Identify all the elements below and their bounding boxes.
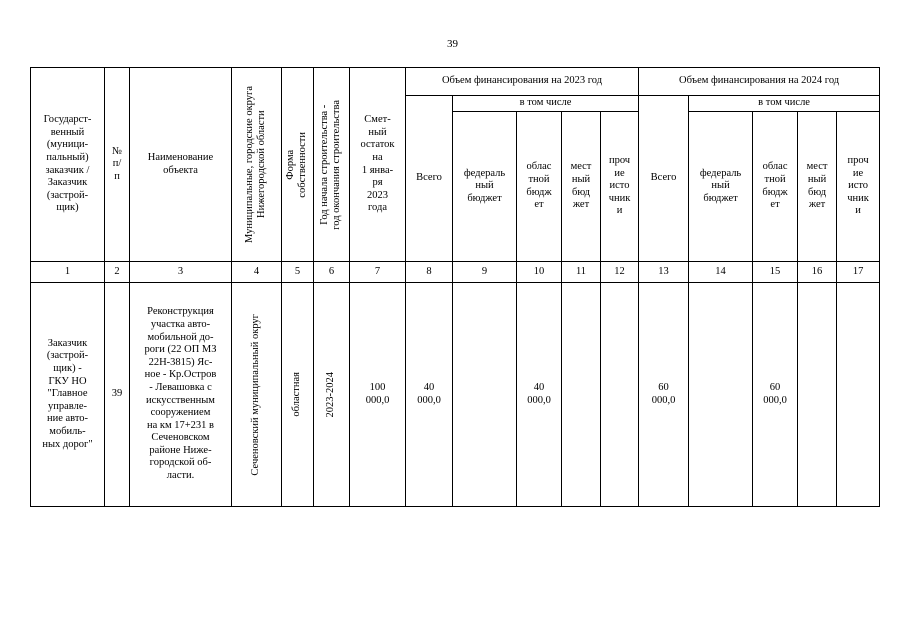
col-num-6: 6 [314, 262, 350, 283]
cell-total-2024: 60 000,0 [639, 283, 689, 507]
header-regional-2023: облас тной бюдж ет [517, 112, 562, 262]
header-regional-2024: облас тной бюдж ет [753, 112, 798, 262]
header-total-2024: Всего [639, 96, 689, 262]
header-district [232, 68, 282, 262]
col-num-5: 5 [282, 262, 314, 283]
col-num-14: 14 [689, 262, 753, 283]
header-num: № п/ п [105, 68, 130, 262]
col-num-11: 11 [562, 262, 601, 283]
header-other-2024: проч ие исто чник и [837, 112, 880, 262]
cell-local-2024 [798, 283, 837, 507]
col-num-15: 15 [753, 262, 798, 283]
cell-regional-2023: 40 000,0 [517, 283, 562, 507]
cell-customer: Заказчик (застрой- щик) - ГКУ НО "Главное управле- ние авто- мобиль- ных дорог" [31, 283, 105, 507]
col-num-12: 12 [601, 262, 639, 283]
header-customer: Государст- венный (муници- пальный) заказчик / Заказчик (застрой- щик) [31, 68, 105, 262]
cell-object-name: Реконструкция участка авто- мобильной до- роги (22 ОП МЗ 22Н-3815) Яс- ное - Кр.Остров - Левашовка с искусственным сооружением на км 17+231 в Сеченовском районе Ниже- городской об- ласти. [130, 283, 232, 507]
col-num-17: 17 [837, 262, 880, 283]
header-district-text: Муниципальные, городские округа Нижегородской области [244, 86, 268, 243]
header-local-2023: мест ный бюд жет [562, 112, 601, 262]
col-num-8: 8 [406, 262, 453, 283]
cell-local-2023 [562, 283, 601, 507]
cell-other-2024 [837, 283, 880, 507]
header-federal-2023: федераль ный бюджет [453, 112, 517, 262]
cell-other-2023 [601, 283, 639, 507]
col-num-1: 1 [31, 262, 105, 283]
header-including-2023: в том числе [453, 96, 639, 112]
header-including-2024: в том числе [689, 96, 880, 112]
header-other-2023: проч ие исто чник и [601, 112, 639, 262]
header-fin-2024: Объем финансирования на 2024 год [639, 68, 880, 96]
cell-num: 39 [105, 283, 130, 507]
header-years [314, 68, 350, 262]
cell-ownership-text: областная [291, 372, 303, 417]
header-local-2024: мест ный бюд жет [798, 112, 837, 262]
cell-district [232, 283, 282, 507]
header-fin-2023: Объем финансирования на 2023 год [406, 68, 639, 96]
header-ownership-text: Форма собственности [285, 131, 309, 198]
page-number: 39 [447, 38, 458, 50]
header-years-text: Год начала строительства - год окончания строительства [319, 99, 343, 230]
table-row [31, 283, 880, 507]
cell-estimate: 100 000,0 [350, 283, 406, 507]
cell-years-text: 2023-2024 [325, 371, 337, 418]
cell-federal-2024 [689, 283, 753, 507]
header-total-2023: Всего [406, 96, 453, 262]
header-ownership [282, 68, 314, 262]
col-num-7: 7 [350, 262, 406, 283]
col-num-2: 2 [105, 262, 130, 283]
col-num-10: 10 [517, 262, 562, 283]
cell-years [314, 283, 350, 507]
col-num-3: 3 [130, 262, 232, 283]
col-num-13: 13 [639, 262, 689, 283]
cell-district-text: Сеченовский муниципальный округ [250, 313, 262, 476]
cell-ownership [282, 283, 314, 507]
cell-regional-2024: 60 000,0 [753, 283, 798, 507]
financing-table [30, 67, 880, 507]
header-estimate: Смет- ный остаток на 1 янва- ря 2023 года [350, 68, 406, 262]
col-num-4: 4 [232, 262, 282, 283]
cell-federal-2023 [453, 283, 517, 507]
col-num-16: 16 [798, 262, 837, 283]
header-federal-2024: федераль ный бюджет [689, 112, 753, 262]
col-num-9: 9 [453, 262, 517, 283]
cell-total-2023: 40 000,0 [406, 283, 453, 507]
header-object-name: Наименование объекта [130, 68, 232, 262]
